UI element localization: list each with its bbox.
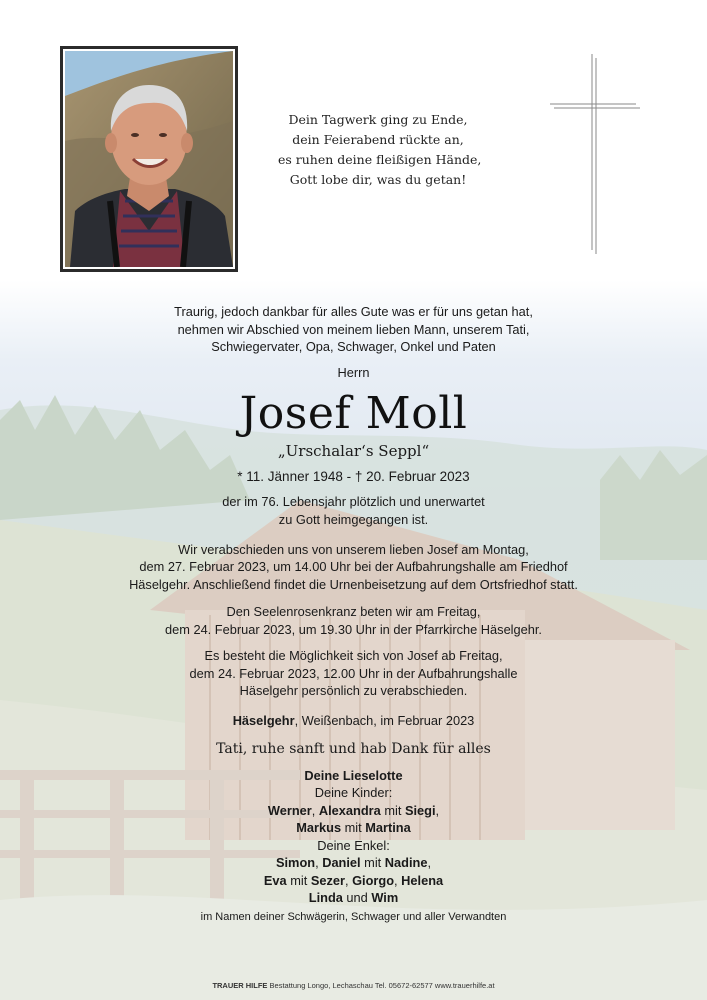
- grandchild-name: Giorgo: [352, 872, 395, 888]
- relatives-line: im Namen deiner Schwägerin, Schwager und aller Verwandten: [200, 910, 507, 923]
- footer-text: Bestattung Longo, Lechaschau Tel. 05672-62577 www.trauerhilfe.at: [267, 981, 495, 990]
- cross-icon: [550, 54, 640, 254]
- last-line: [0, 889, 707, 907]
- funeral-line: Häselgehr. Anschließend findet die Urnenbeisetzung auf dem Ortsfriedhof statt.: [129, 576, 578, 592]
- age-line: zu Gott heimgegangen ist.: [278, 511, 429, 527]
- family-list: [0, 767, 707, 907]
- wife-name: Deine Lieselotte: [304, 767, 403, 783]
- partner-name: Sezer: [310, 872, 345, 888]
- children-label: Deine Kinder:: [314, 785, 393, 800]
- funeral-line: dem 27. Februar 2023, um 14.00 Uhr bei der Aufbahrungshalle am Friedhof: [139, 559, 568, 574]
- place-date-rest: , Weißenbach, im Februar 2023: [294, 712, 475, 728]
- salutation: Herrn: [337, 364, 370, 380]
- farewell-line: Tati, ruhe sanft und hab Dank für alles: [216, 740, 491, 757]
- age-text: [0, 493, 707, 529]
- funeral-info: [0, 541, 707, 594]
- relative-name: Linda: [308, 890, 343, 905]
- viewing-info: [0, 647, 707, 700]
- mit-text: mit: [360, 855, 385, 870]
- rosary-info: [0, 603, 707, 638]
- viewing-line: Es besteht die Möglichkeit sich von Josef ab Freitag,: [204, 648, 503, 663]
- intro-line: Schwiegervater, Opa, Schwager, Onkel und Paten: [211, 339, 496, 354]
- mit-text: mit: [286, 872, 311, 888]
- life-dates: * 11. Jänner 1948 - † 20. Februar 2023: [237, 468, 470, 484]
- grandchild-name: Eva: [263, 872, 287, 888]
- portrait-photo: [63, 49, 235, 269]
- partner-name: Siegi: [404, 802, 436, 818]
- child-name: Markus: [296, 820, 342, 835]
- funeral-line: Wir verabschieden uns von unserem lieben Josef am Montag,: [178, 541, 529, 557]
- mit-text: mit: [341, 820, 366, 835]
- intro-line: Traurig, jedoch dankbar für alles Gute was er für uns getan hat,: [174, 304, 533, 319]
- poem-line: Dein Tagwerk ging zu Ende,: [288, 112, 468, 127]
- rosary-line: Den Seelenrosenkranz beten wir am Freitag,: [226, 604, 481, 619]
- intro-line: nehmen wir Abschied von meinem lieben Mann, unserem Tati,: [177, 321, 530, 337]
- age-line: der im 76. Lebensjahr plötzlich und unerwartet: [222, 493, 485, 509]
- footer: [0, 981, 707, 990]
- grandchildren-line-2: Eva mit Sezer, Giorgo, Helena: [263, 872, 444, 888]
- children-line-2: [0, 819, 707, 837]
- poem-line: es ruhen deine fleißigen Hände,: [278, 152, 482, 167]
- grandchildren-label: Deine Enkel:: [317, 837, 390, 853]
- und-text: und: [342, 890, 372, 905]
- intro-text: [0, 303, 707, 356]
- grandchildren-line-1: Simon, Daniel mit Nadine,: [275, 855, 432, 870]
- place-name: Häselgehr: [232, 712, 295, 728]
- poem: [278, 110, 482, 190]
- poem-line: dein Feierabend rückte an,: [292, 132, 464, 147]
- portrait-frame: [60, 46, 238, 272]
- grandchild-name: Daniel: [322, 855, 361, 870]
- mit-text: mit: [380, 802, 405, 818]
- partner-name: Martina: [365, 820, 411, 835]
- place-date: [0, 713, 707, 728]
- children-line-1: Werner, Alexandra mit Siegi,: [267, 802, 440, 818]
- child-name: Werner: [267, 802, 312, 818]
- obituary-text: [0, 303, 707, 923]
- viewing-line: Häselgehr persönlich zu verabschieden.: [239, 683, 468, 698]
- rosary-line: dem 24. Februar 2023, um 19.30 Uhr in der Pfarrkirche Häselgehr.: [165, 621, 542, 637]
- deceased-name: Josef Moll: [239, 387, 468, 439]
- viewing-line: dem 24. Februar 2023, 12.00 Uhr in der Aufbahrungshalle: [189, 665, 518, 681]
- child-name: Alexandra: [318, 802, 381, 818]
- nickname: „Urschalar‘s Seppl“: [277, 441, 430, 460]
- relative-name: Wim: [371, 890, 399, 905]
- grandchild-name: Helena: [401, 872, 444, 888]
- poem-line: Gott lobe dir, was du getan!: [289, 172, 467, 187]
- grandchild-name: Simon: [275, 855, 316, 870]
- footer-brand: TRAUER HILFE: [212, 981, 268, 990]
- partner-name: Nadine: [384, 855, 428, 870]
